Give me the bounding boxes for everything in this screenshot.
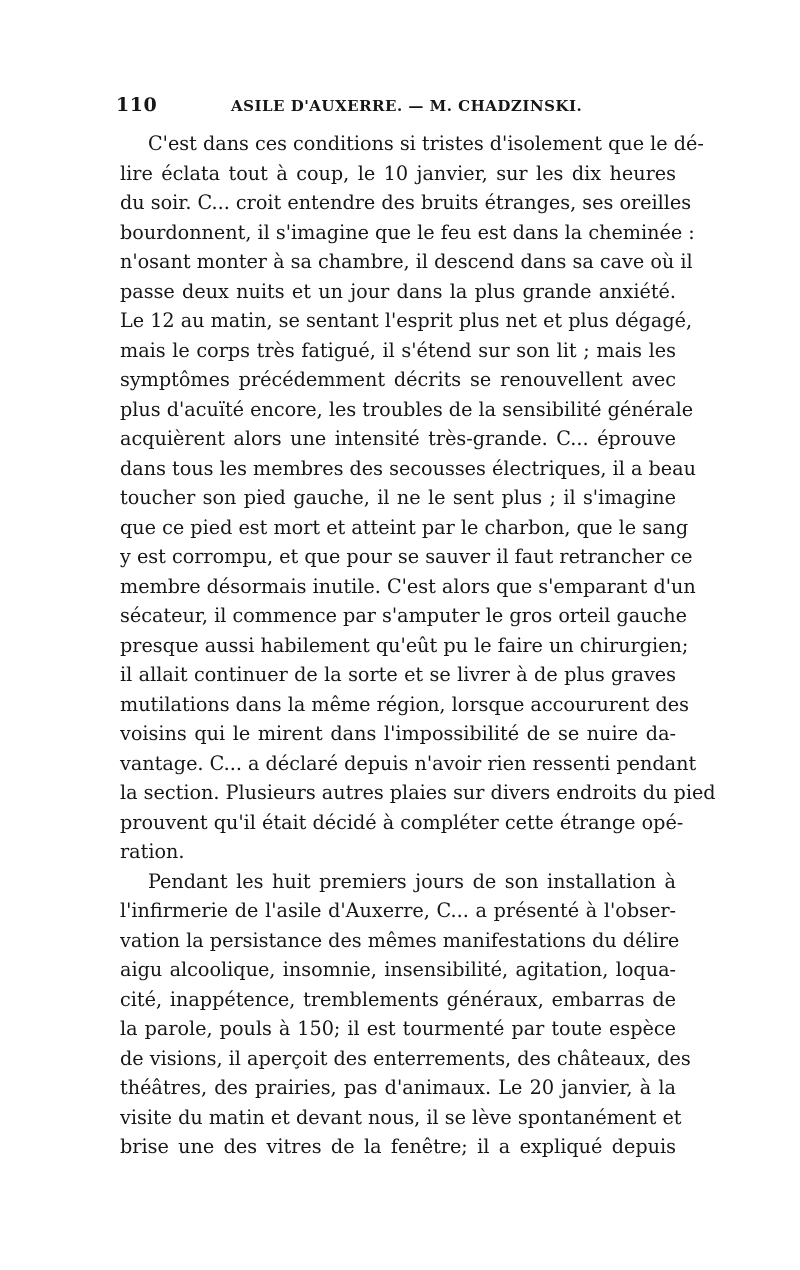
text-line: lire éclata tout à coup, le 10 janvier, sur les dix heures: [120, 161, 676, 185]
text-line: aigu alcoolique, insomnie, insensibilité, agitation, loqua-: [120, 958, 676, 981]
body-text: [120, 129, 716, 1162]
text-line: acquièrent alors une intensité très-grande. C... éprouve: [120, 427, 676, 450]
text-line: dans tous les membres des secousses électriques, il a beau: [120, 456, 696, 480]
text-line: C'est dans ces conditions si tristes d'isolement que le dé-: [148, 132, 704, 155]
text-line: sécateur, il commence par s'amputer le gros orteil gauche: [120, 604, 688, 627]
text-line: membre désormais inutile. C'est alors que s'emparant d'un: [120, 574, 696, 598]
text-line: mais le corps très fatigué, il s'étend sur son lit ; mais les: [120, 338, 676, 362]
text-line: Pendant les huit premiers jours de son installation à: [148, 869, 676, 893]
text-line: Le 12 au matin, se sentant l'esprit plus net et plus dégagé,: [120, 309, 693, 332]
page-number: 110: [116, 94, 158, 116]
text-line: cité, inappétence, tremblements généraux, embarras de: [120, 987, 676, 1011]
text-line: la parole, pouls à 150; il est tourmenté par toute espèce: [120, 1017, 676, 1040]
text-line: bourdonnent, il s'imagine que le feu est dans la cheminée :: [120, 220, 695, 244]
text-line: plus d'acuïté encore, les troubles de la sensibilité générale: [120, 397, 694, 421]
text-line: prouvent qu'il était décidé à compléter cette étrange opé-: [120, 810, 684, 834]
text-line: vantage. C... a déclaré depuis n'avoir rien ressenti pendant: [120, 751, 697, 775]
text-line: n'osant monter à sa chambre, il descend dans sa cave où il: [120, 250, 693, 273]
text-line: toucher son pied gauche, il ne le sent plus ; il s'imagine: [120, 486, 676, 509]
paragraph: [120, 129, 716, 867]
running-head: ASILE D'AUXERRE. — M. CHADZINSKI.: [231, 97, 583, 115]
paragraph: [120, 867, 691, 1162]
text-line: il allait continuer de la sorte et se livrer à de plus graves: [120, 663, 676, 686]
text-line: ration.: [120, 840, 185, 863]
text-line: que ce pied est mort et atteint par le charbon, que le sang: [120, 515, 689, 539]
text-line: du soir. C... croit entendre des bruits étranges, ses oreilles: [120, 191, 692, 214]
text-line: l'infirmerie de l'asile d'Auxerre, C... a présenté à l'obser-: [120, 899, 676, 922]
text-line: brise une des vitres de la fenêtre; il a expliqué depuis: [120, 1135, 676, 1158]
text-line: passe deux nuits et un jour dans la plus grande anxiété.: [120, 279, 676, 303]
text-line: y est corrompu, et que pour se sauver il faut retrancher ce: [120, 545, 693, 568]
page-header: [116, 94, 686, 122]
text-line: presque aussi habilement qu'eût pu le faire un chirurgien;: [120, 633, 689, 657]
text-line: visite du matin et devant nous, il se lève spontanément et: [120, 1105, 682, 1129]
text-line: symptômes précédemment décrits se renouvellent avec: [120, 368, 676, 391]
text-line: vation la persistance des mêmes manifestations du délire: [120, 928, 680, 952]
text-line: voisins qui le mirent dans l'impossibilité de se nuire da-: [120, 722, 676, 745]
text-line: de visions, il aperçoit des enterrements, des châteaux, des: [120, 1046, 691, 1070]
text-line: théâtres, des prairies, pas d'animaux. Le 20 janvier, à la: [120, 1076, 676, 1099]
text-line: la section. Plusieurs autres plaies sur divers endroits du pied: [120, 781, 716, 804]
text-line: mutilations dans la même région, lorsque accoururent des: [120, 692, 689, 716]
